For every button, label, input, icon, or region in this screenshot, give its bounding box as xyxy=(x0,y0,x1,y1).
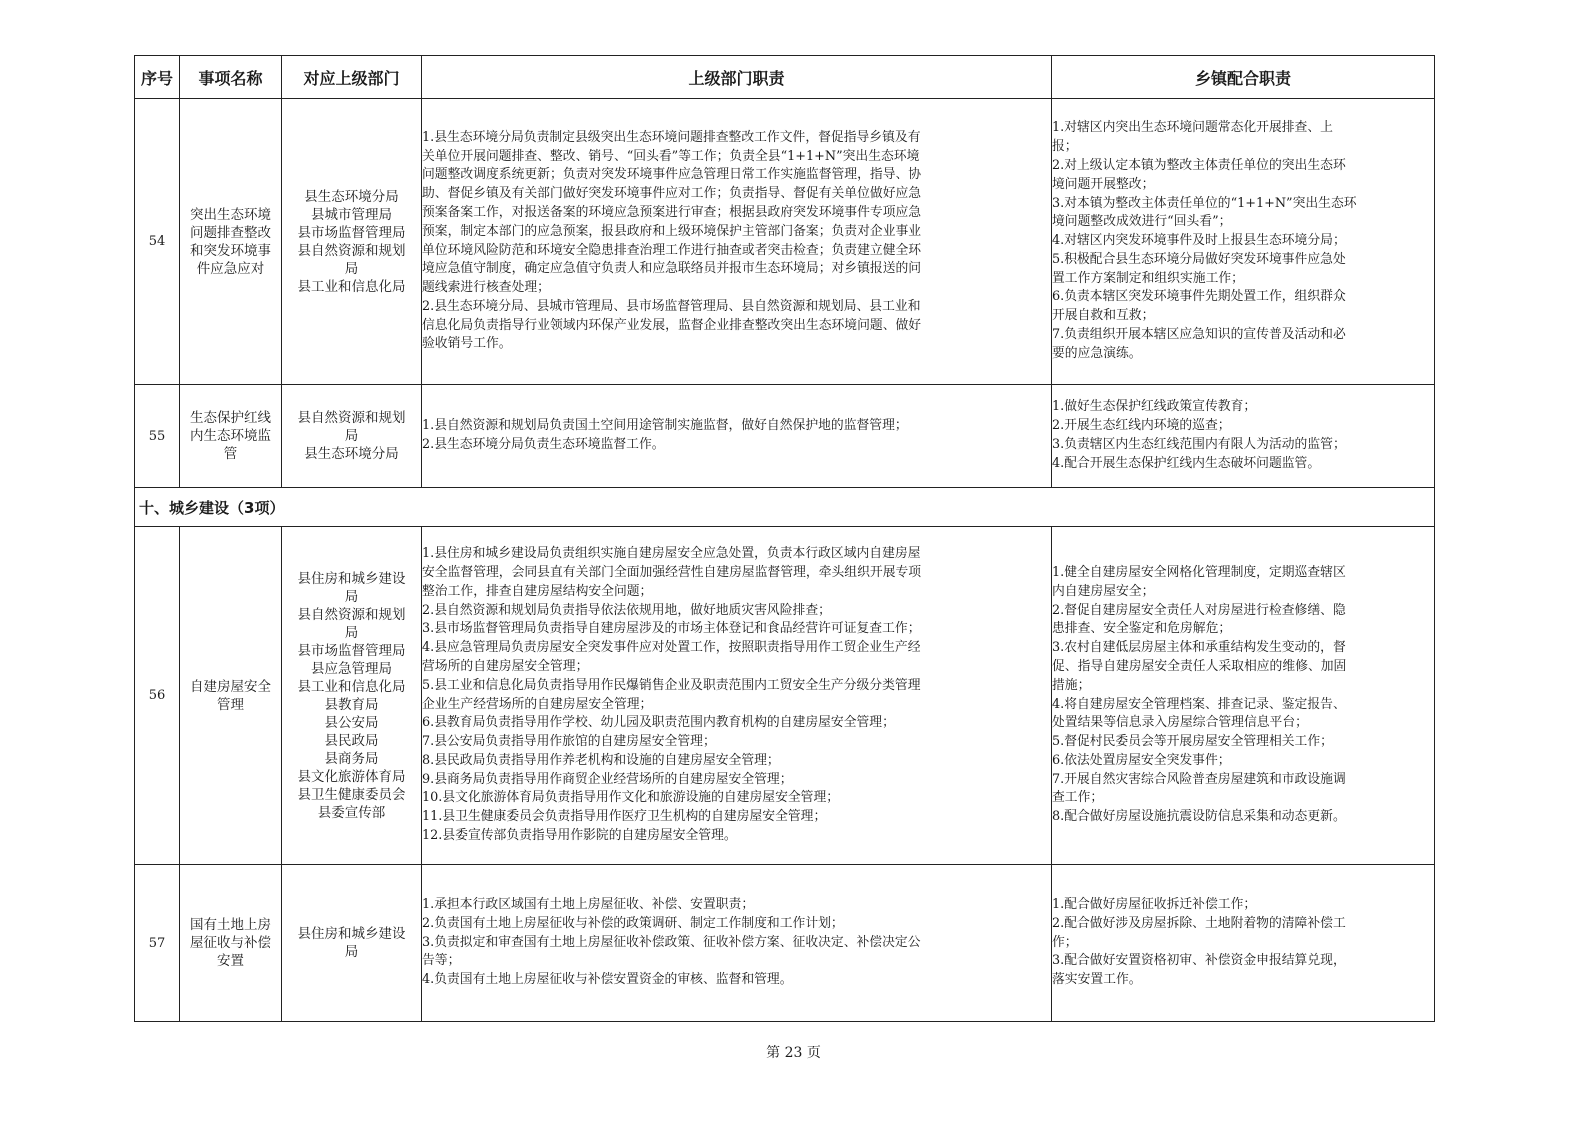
item-name-line: 问题排查整改 xyxy=(190,224,271,241)
town-duty xyxy=(1052,527,1435,865)
table-row xyxy=(135,99,1435,385)
upper-duty-line: 2.县生态环境分局、县城市管理局、县市场监督管理局、县自然资源和规划局、县工业和 xyxy=(422,298,921,314)
upper-department-line: 县卫生健康委员会 xyxy=(297,786,406,803)
item-name-line: 突出生态环境 xyxy=(190,206,271,223)
town-duty-line: 1.做好生态保护红线政策宣传教育； xyxy=(1052,399,1257,415)
town-duty-line: 1.对辖区内突出生态环境问题常态化开展排查、上 xyxy=(1052,120,1333,136)
upper-duty-line: 6.县教育局负责指导用作学校、幼儿园及职责范围内教育机构的自建房屋安全管理； xyxy=(422,715,895,731)
upper-department-line: 县城市管理局 xyxy=(311,206,392,223)
upper-department-line: 县住房和城乡建设 xyxy=(297,926,406,942)
header-row xyxy=(135,56,1435,99)
upper-duty-line: 3.负责拟定和审查国有土地上房屋征收补偿政策、征收补偿方案、征收决定、补偿决定公 xyxy=(422,934,921,950)
upper-duty-line: 验收销号工作。 xyxy=(422,336,512,352)
upper-duty-line: 告等； xyxy=(422,953,461,969)
town-duty-line: 1.健全自建房屋安全网格化管理制度，定期巡查辖区 xyxy=(1052,564,1346,580)
table-row xyxy=(135,865,1435,1022)
town-duty-line: 内自建房屋安全； xyxy=(1052,583,1155,599)
upper-department-line: 局 xyxy=(344,428,359,444)
header-name: 事项名称 xyxy=(180,56,282,99)
town-duty-line: 6.依法处置房屋安全突发事件； xyxy=(1052,752,1231,768)
upper-duty-line: 境应急值守制度，确定应急值守负责人和应急联络员并报市生态环境局；对乡镇报送的问 xyxy=(422,261,922,277)
town-duty-line: 报； xyxy=(1052,139,1078,155)
upper-department-line: 县自然资源和规划 xyxy=(297,410,406,426)
upper-duty-line: 8.县民政局负责指导用作养老机构和设施的自建房屋安全管理； xyxy=(422,752,780,768)
upper-duty-line: 关单位开展问题排查、整改、销号、“回头看”等工作；负责全县“1+1+N”突出生态环境 xyxy=(422,148,920,164)
upper-duty-line: 4.负责国有土地上房屋征收与补偿安置资金的审核、监督和管理。 xyxy=(422,972,793,988)
town-duty-line: 境问题开展整改； xyxy=(1052,176,1155,192)
upper-department-line: 县商务局 xyxy=(324,750,379,767)
upper-department-line: 县自然资源和规划 xyxy=(297,606,406,623)
header-town-duty: 乡镇配合职责 xyxy=(1052,56,1435,99)
upper-department-line: 县民政局 xyxy=(324,732,379,749)
upper-duty-line: 问题整改调度系统更新；负责对突发环境事件应急管理日常工作实施监督管理，指导、协 xyxy=(422,167,922,183)
town-duty xyxy=(1052,385,1435,488)
item-name-line: 和突发环境事 xyxy=(190,242,271,259)
upper-duty-line: 12.县委宣传部负责指导用作影院的自建房屋安全管理。 xyxy=(422,828,737,844)
header-upper-duty: 上级部门职责 xyxy=(422,56,1052,99)
item-name xyxy=(180,99,282,385)
section-body xyxy=(135,488,1435,527)
item-name xyxy=(180,527,282,865)
upper-department xyxy=(282,527,422,865)
section-row xyxy=(135,488,1435,527)
header-num: 序号 xyxy=(135,56,180,99)
row-number: 56 xyxy=(135,527,180,865)
town-duty-line: 2.对上级认定本镇为整改主体责任单位的突出生态环 xyxy=(1052,157,1346,173)
town-duty-line: 4.对辖区内突发环境事件及时上报县生态环境分局； xyxy=(1052,233,1346,249)
town-duty-line: 患排查、安全鉴定和危房解危； xyxy=(1052,621,1232,637)
town-duty-line: 7.负责组织开展本辖区应急知识的宣传普及活动和必 xyxy=(1052,327,1346,343)
item-name-line: 件应急应对 xyxy=(196,260,265,277)
town-duty-line: 2.督促自建房屋安全责任人对房屋进行检查修缮、隐 xyxy=(1052,602,1346,618)
town-duty-line: 1.配合做好房屋征收拆迁补偿工作； xyxy=(1052,897,1257,912)
upper-duty xyxy=(422,99,1052,385)
item-name-line: 安置 xyxy=(217,953,244,969)
table-body-a xyxy=(135,99,1435,488)
upper-department-line: 县教育局 xyxy=(324,696,379,713)
upper-duty-line: 题线索进行核查处理； xyxy=(422,280,550,296)
upper-duty-line: 企业生产经营场所的自建房屋安全管理； xyxy=(422,696,653,712)
header-dept: 对应上级部门 xyxy=(282,56,422,99)
upper-duty-line: 信息化局负责指导行业领域内环保产业发展，监督企业排查整改突出生态环境问题、做好 xyxy=(422,317,922,333)
upper-duty-line: 1.县自然资源和规划局负责国土空间用途管制实施监督，做好自然保护地的监督管理； xyxy=(422,418,908,434)
upper-duty-line: 7.县公安局负责指导用作旅馆的自建房屋安全管理； xyxy=(422,734,716,750)
upper-department-line: 局 xyxy=(344,260,359,277)
town-duty xyxy=(1052,99,1435,385)
upper-duty-line: 单位环境风险防范和环境安全隐患排查治理工作进行抽查或者突击检查；负责建立健全环 xyxy=(422,242,922,258)
town-duty-line: 3.配合做好安置资格初审、补偿资金申报结算兑现， xyxy=(1052,953,1346,969)
upper-department-line: 县工业和信息化局 xyxy=(297,278,406,295)
item-name-line: 生态保护红线 xyxy=(190,410,271,426)
upper-duty xyxy=(422,865,1052,1022)
table-row xyxy=(135,527,1435,865)
town-duty-line: 5.督促村民委员会等开展房屋安全管理相关工作； xyxy=(1052,734,1333,750)
item-name-line: 内生态环境监 xyxy=(190,428,271,444)
town-duty-line: 境问题整改成效进行“回头看”； xyxy=(1052,214,1232,230)
row-number: 54 xyxy=(135,99,180,385)
town-duty-line: 开展自救和互救； xyxy=(1052,308,1155,324)
upper-department-line: 县生态环境分局 xyxy=(304,188,399,205)
upper-duty-line: 5.县工业和信息化局负责指导用作民爆销售企业及职责范围内工贸安全生产分级分类管理 xyxy=(422,677,921,693)
upper-duty-line: 10.县文化旅游体育局负责指导用作文化和旅游设施的自建房屋安全管理； xyxy=(422,790,840,806)
upper-department-line: 县自然资源和规划 xyxy=(297,242,406,259)
upper-department-line: 县市场监督管理局 xyxy=(297,642,406,659)
upper-duty xyxy=(422,385,1052,488)
table-row xyxy=(135,385,1435,488)
upper-department-line: 县住房和城乡建设 xyxy=(297,570,406,587)
item-name-line: 管 xyxy=(223,446,238,462)
item-name-line: 自建房屋安全 xyxy=(190,678,271,695)
upper-duty-line: 安全监督管理，会同县直有关部门全面加强经营性自建房屋监督管理，牵头组织开展专项 xyxy=(422,564,922,580)
town-duty-line: 6.负责本辖区突发环境事件先期处置工作，组织群众 xyxy=(1052,289,1346,305)
page-number: 第 23 页 xyxy=(766,1045,821,1061)
upper-duty-line: 1.承担本行政区域国有土地上房屋征收、补偿、安置职责； xyxy=(422,897,755,912)
item-name-line: 国有土地上房 xyxy=(190,917,271,933)
town-duty-line: 要的应急演练。 xyxy=(1052,345,1142,361)
town-duty-line: 8.配合做好房屋设施抗震设防信息采集和动态更新。 xyxy=(1052,809,1346,825)
upper-department xyxy=(282,99,422,385)
upper-department-line: 县公安局 xyxy=(324,714,379,731)
upper-department-line: 局 xyxy=(344,588,359,605)
upper-duty-line: 2.负责国有土地上房屋征收与补偿的政策调研、制定工作制度和工作计划； xyxy=(422,915,844,931)
upper-department-line: 县工业和信息化局 xyxy=(297,678,406,695)
town-duty-line: 作； xyxy=(1052,934,1078,950)
town-duty-line: 置工作方案制定和组织实施工作； xyxy=(1052,270,1244,286)
town-duty-line: 4.将自建房屋安全管理档案、排查记录、鉴定报告、 xyxy=(1052,696,1346,712)
town-duty-line: 7.开展自然灾害综合风险普查房屋建筑和市政设施调 xyxy=(1052,771,1346,787)
upper-duty-line: 预案备案工作，对报送备案的环境应急预案进行审查；根据县政府突发环境事件专项应急 xyxy=(422,204,922,220)
upper-department-line: 县委宣传部 xyxy=(317,804,386,821)
upper-department-line: 局 xyxy=(344,624,359,641)
town-duty-line: 4.配合开展生态保护红线内生态破坏问题监管。 xyxy=(1052,455,1321,471)
upper-duty-line: 11.县卫生健康委员会负责指导用作医疗卫生机构的自建房屋安全管理； xyxy=(422,809,827,825)
town-duty-line: 3.负责辖区内生态红线范围内有限人为活动的监管； xyxy=(1052,437,1346,452)
town-duty-line: 落实安置工作。 xyxy=(1052,972,1142,988)
upper-department-line: 县市场监督管理局 xyxy=(297,224,406,241)
upper-duty-line: 整治工作，排查自建房屋结构安全问题； xyxy=(422,583,653,599)
upper-department xyxy=(282,865,422,1022)
town-duty-line: 5.积极配合县生态环境分局做好突发环境事件应急处 xyxy=(1052,251,1346,267)
upper-duty-line: 营场所的自建房屋安全管理； xyxy=(422,658,589,674)
upper-department xyxy=(282,385,422,488)
duty-table xyxy=(134,55,1435,1022)
upper-duty-line: 助、督促乡镇及有关部门做好突发环境事件应对工作；负责指导、督促有关单位做好应急 xyxy=(422,186,922,202)
town-duty-line: 3.对本镇为整改主体责任单位的“1+1+N”突出生态环 xyxy=(1052,195,1357,211)
town-duty xyxy=(1052,865,1435,1022)
row-number: 57 xyxy=(135,865,180,1022)
town-duty-line: 查工作； xyxy=(1052,790,1104,806)
upper-duty-line: 1.县住房和城乡建设局负责组织实施自建房屋安全应急处置，负责本行政区域内自建房屋 xyxy=(422,546,921,562)
item-name-line: 屋征收与补偿 xyxy=(190,935,271,951)
town-duty-line: 处置结果等信息录入房屋综合管理信息平台； xyxy=(1052,715,1308,731)
row-number: 55 xyxy=(135,385,180,488)
item-name xyxy=(180,385,282,488)
upper-duty-line: 2.县自然资源和规划局负责指导依法依规用地，做好地质灾害风险排查； xyxy=(422,602,831,618)
item-name xyxy=(180,865,282,1022)
town-duty-line: 2.配合做好涉及房屋拆除、土地附着物的清障补偿工 xyxy=(1052,915,1346,931)
upper-duty-line: 4.县应急管理局负责房屋安全突发事件应对处置工作，按照职责指导用作工贸企业生产经 xyxy=(422,640,921,656)
upper-duty-line: 预案，制定本部门的应急预案，报县政府和上级环境保护主管部门备案；负责对企业事业 xyxy=(422,223,922,239)
town-duty-line: 促、指导自建房屋安全责任人采取相应的维修、加固 xyxy=(1052,658,1347,674)
item-name-line: 管理 xyxy=(217,696,244,713)
upper-duty-line: 9.县商务局负责指导用作商贸企业经营场所的自建房屋安全管理； xyxy=(422,771,793,787)
upper-duty xyxy=(422,527,1052,865)
table-body-b xyxy=(135,527,1435,1022)
town-duty-line: 措施； xyxy=(1052,677,1091,693)
upper-department-line: 县生态环境分局 xyxy=(304,446,399,462)
upper-duty-line: 1.县生态环境分局负责制定县级突出生态环境问题排查整改工作文件，督促指导乡镇及有 xyxy=(422,129,921,145)
town-duty-line: 3.农村自建低层房屋主体和承重结构发生变动的，督 xyxy=(1052,640,1346,656)
upper-department-line: 县应急管理局 xyxy=(311,660,392,677)
town-duty-line: 2.开展生态红线内环境的巡查； xyxy=(1052,418,1231,434)
upper-duty-line: 2.县生态环境分局负责生态环境监督工作。 xyxy=(422,437,665,452)
upper-duty-line: 3.县市场监督管理局负责指导自建房屋涉及的市场主体登记和食品经营许可证复查工作； xyxy=(422,621,921,637)
section-title: 十、城乡建设（3项） xyxy=(135,488,1435,527)
upper-department-line: 县文化旅游体育局 xyxy=(297,768,406,785)
upper-department-line: 局 xyxy=(344,944,359,960)
